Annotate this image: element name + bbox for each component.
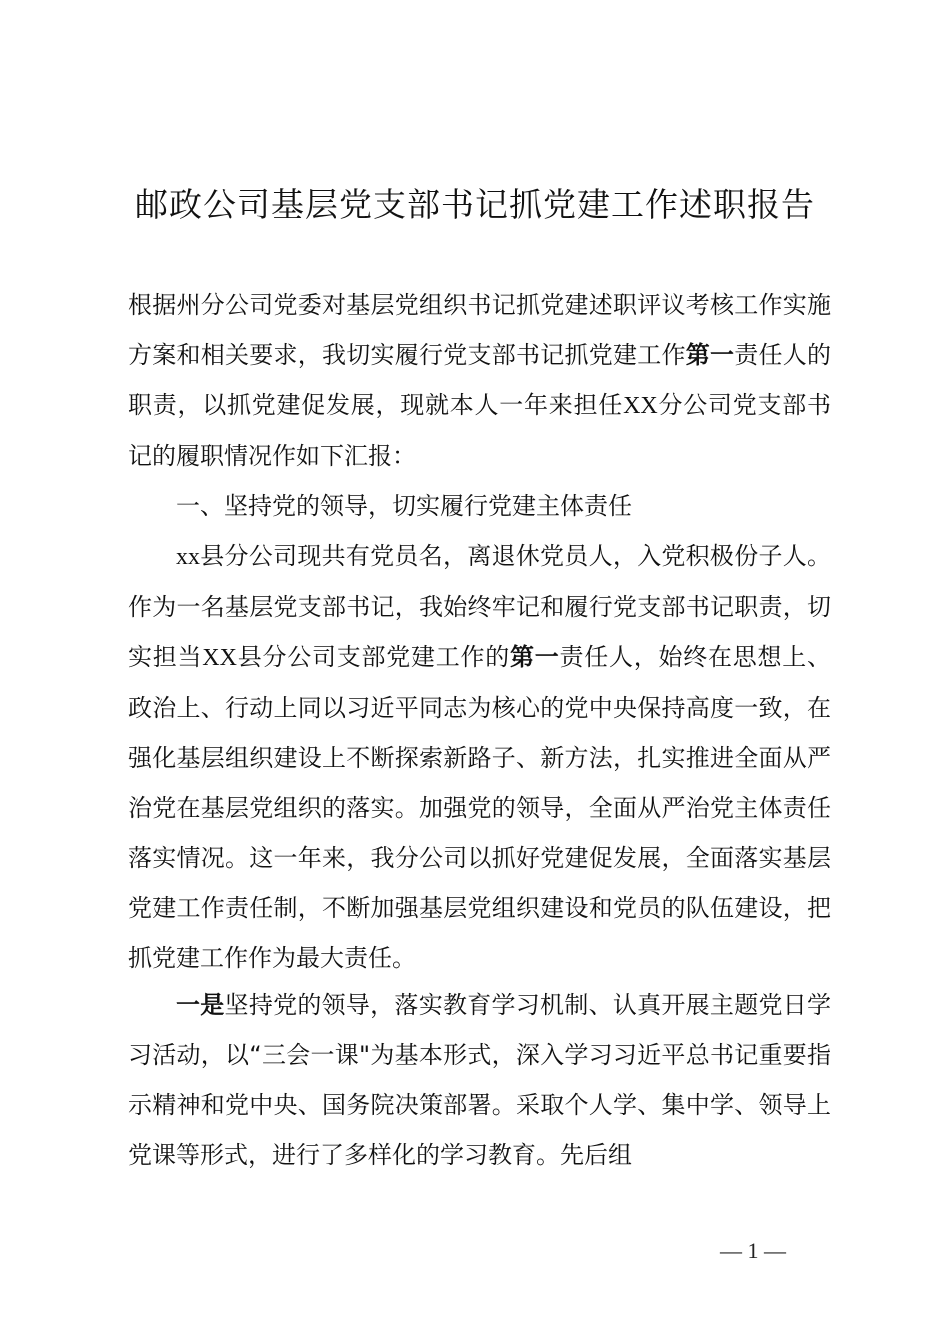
page-number: — 1 — bbox=[720, 1238, 786, 1263]
section-body-paragraph bbox=[128, 531, 831, 983]
section-text-2: 县分公司支部党建工作的 bbox=[236, 643, 510, 671]
section-heading: 一、坚持党的领导，切实履行党建主体责任 bbox=[176, 492, 632, 520]
section-text-1: 县分公司现共有党员名，离退休党员人，入党积极份子人。作为一名基层党支部书记，我始终牢记和履行党支部书记职责，切实担当 bbox=[128, 542, 831, 671]
document-title: 邮政公司基层党支部书记抓党建工作述职报告 bbox=[135, 185, 815, 224]
intro-text-3: 分公司党支部书记的履职情况作如下汇报： bbox=[128, 391, 832, 470]
section-bold-first: 第一 bbox=[509, 643, 560, 671]
point-one-paragraph bbox=[128, 980, 831, 1180]
section-xx-lower: xx bbox=[176, 544, 200, 570]
intro-text-1: 根据州分公司党委对基层党组织书记抓党建述职评议考核工作实施方案和相关要求，我切实履行党支部书记抓党建工作 bbox=[128, 291, 831, 369]
section-xx: XX bbox=[202, 645, 237, 671]
point-one-lead: 一是 bbox=[176, 991, 225, 1019]
intro-xx: XX bbox=[623, 393, 658, 419]
intro-bold-first: 第一 bbox=[685, 341, 735, 369]
intro-paragraph bbox=[128, 280, 831, 481]
point-one-text: 坚持党的领导，落实教育学习机制、认真开展主题党日学习活动，以“三会一课"为基本形式，深入学习习近平总书记重要指示精神和党中央、国务院决策部署。采取个人学、集中学、领导上党课等形式，进行了多样化的学习教育。先后组 bbox=[128, 991, 832, 1169]
section-text-3: 责任人，始终在思想上、政治上、行动上同以习近平同志为核心的党中央保持高度一致，在强化基层组织建设上不断探索新路子、新方法，扎实推进全面从严治党在基层党组织的落实。加强党的领导，全面从严治党主体责任落实情况。这一年来，我分公司以抓好党建促发展，全面落实基层党建工作责任制，不断加强基层党组织建设和党员的队伍建设，把抓党建工作作为最大责任。 bbox=[128, 643, 832, 972]
intro-text-2: 责任人的职责，以抓党建促发展，现就本人一年来担任 bbox=[128, 341, 831, 419]
